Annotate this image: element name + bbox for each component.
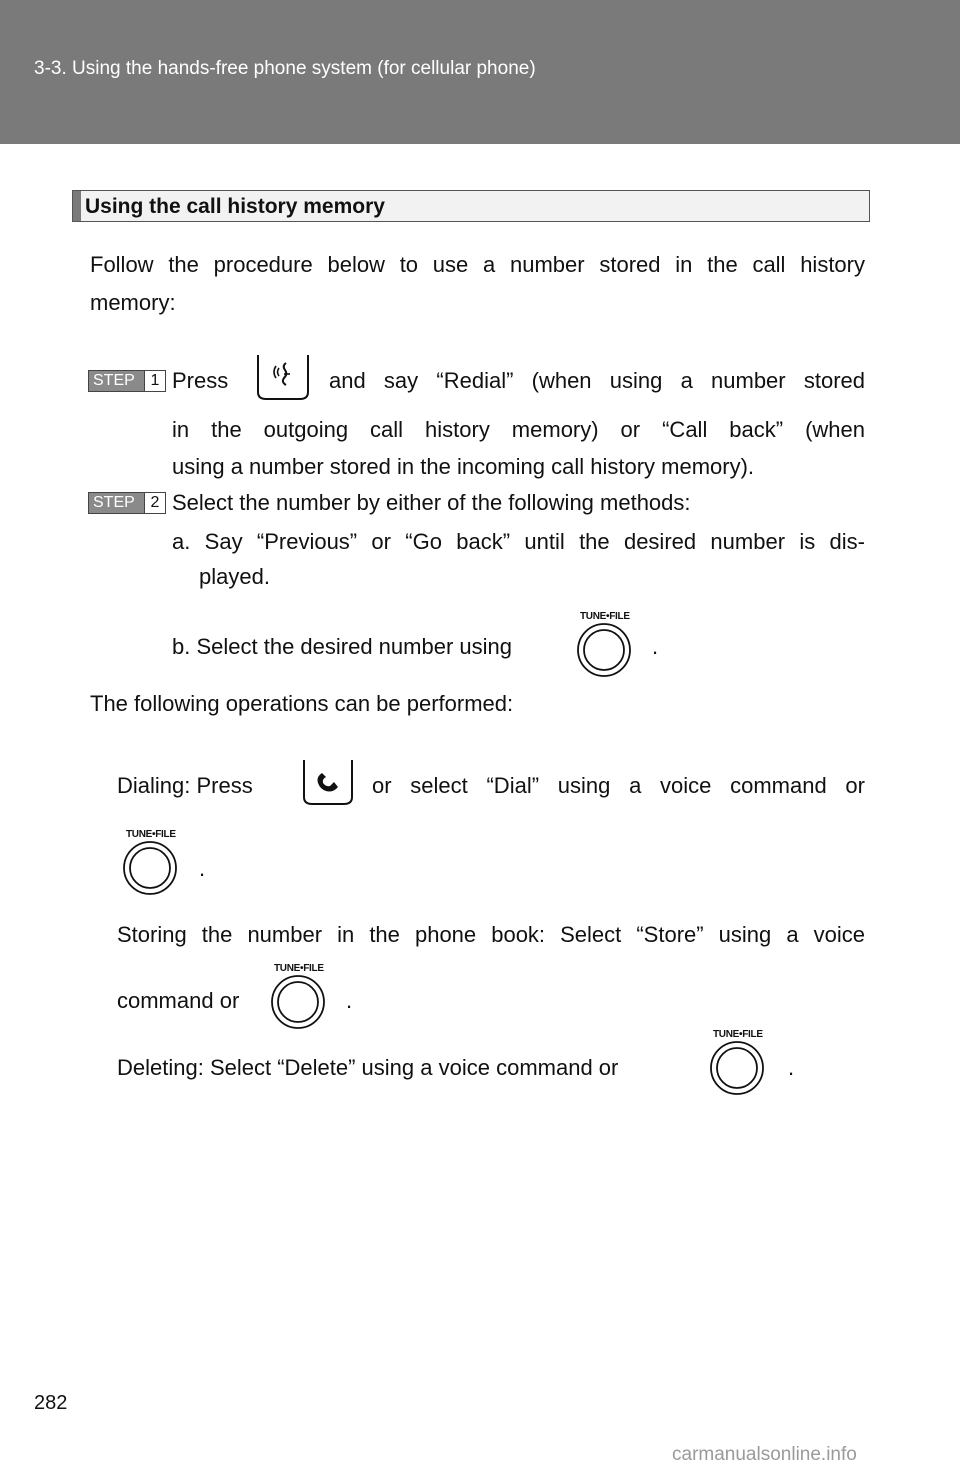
step-1-badge xyxy=(88,370,166,392)
step-2-option-a-line-2: played. xyxy=(199,564,270,589)
chapter-title: 3-3. Using the hands-free phone system (for cellular phone) xyxy=(34,58,536,79)
step-1-line-3: using a number stored in the incoming call history memory). xyxy=(172,454,755,479)
step-2-badge xyxy=(88,492,166,514)
page-header xyxy=(0,0,960,144)
dialing-line-1: or select “Dial” using a voice command or xyxy=(372,773,865,798)
step-2-line-1: Select the number by either of the following methods: xyxy=(172,490,691,515)
storing-line-2: command or xyxy=(117,988,240,1013)
step-1-line-1: and say “Redial” (when using a number stored xyxy=(329,368,865,393)
step-2-option-b-end: . xyxy=(652,634,659,659)
off-hook-switch-icon xyxy=(300,757,356,807)
step-badge-word: STEP xyxy=(93,372,135,389)
step-2-option-a-line-1: a. Say “Previous” or “Go back” until the desired number is dis- xyxy=(172,529,865,554)
tune-file-knob-icon xyxy=(268,974,328,1030)
deleting-end: . xyxy=(788,1055,795,1080)
tune-file-knob-icon xyxy=(707,1040,767,1096)
operations-intro: The following operations can be performed: xyxy=(90,691,514,716)
step-1-press: Press xyxy=(172,368,229,393)
knob-label: TUNE•FILE xyxy=(713,1029,763,1040)
watermark: carmanualsonline.info xyxy=(672,1444,857,1465)
knob-label: TUNE•FILE xyxy=(580,611,630,622)
voice-talk-switch-icon xyxy=(254,352,312,402)
section-title: Using the call history memory xyxy=(85,195,385,218)
section-title-bar xyxy=(73,191,81,221)
intro-line-1: Follow the procedure below to use a number stored in the call history xyxy=(90,252,865,277)
page-number: 282 xyxy=(34,1392,68,1414)
storing-line-1: Storing the number in the phone book: Select “Store” using a voice xyxy=(117,922,865,947)
tune-file-knob-icon xyxy=(574,622,634,678)
storing-end: . xyxy=(346,988,353,1013)
section-title-box xyxy=(72,190,870,222)
dialing-end: . xyxy=(199,856,206,881)
knob-label: TUNE•FILE xyxy=(274,963,324,974)
dialing-press: Dialing: Press xyxy=(117,773,253,798)
knob-label: TUNE•FILE xyxy=(126,829,176,840)
intro-line-2: memory: xyxy=(90,290,176,315)
step-2-option-b: b. Select the desired number using xyxy=(172,634,512,659)
step-badge-number: 1 xyxy=(144,371,165,391)
step-badge-word: STEP xyxy=(93,494,135,511)
tune-file-knob-icon xyxy=(120,840,180,896)
step-badge-number: 2 xyxy=(144,493,165,513)
deleting-line: Deleting: Select “Delete” using a voice command or xyxy=(117,1055,619,1080)
step-1-line-2: in the outgoing call history memory) or “Call back” (when xyxy=(172,417,865,442)
